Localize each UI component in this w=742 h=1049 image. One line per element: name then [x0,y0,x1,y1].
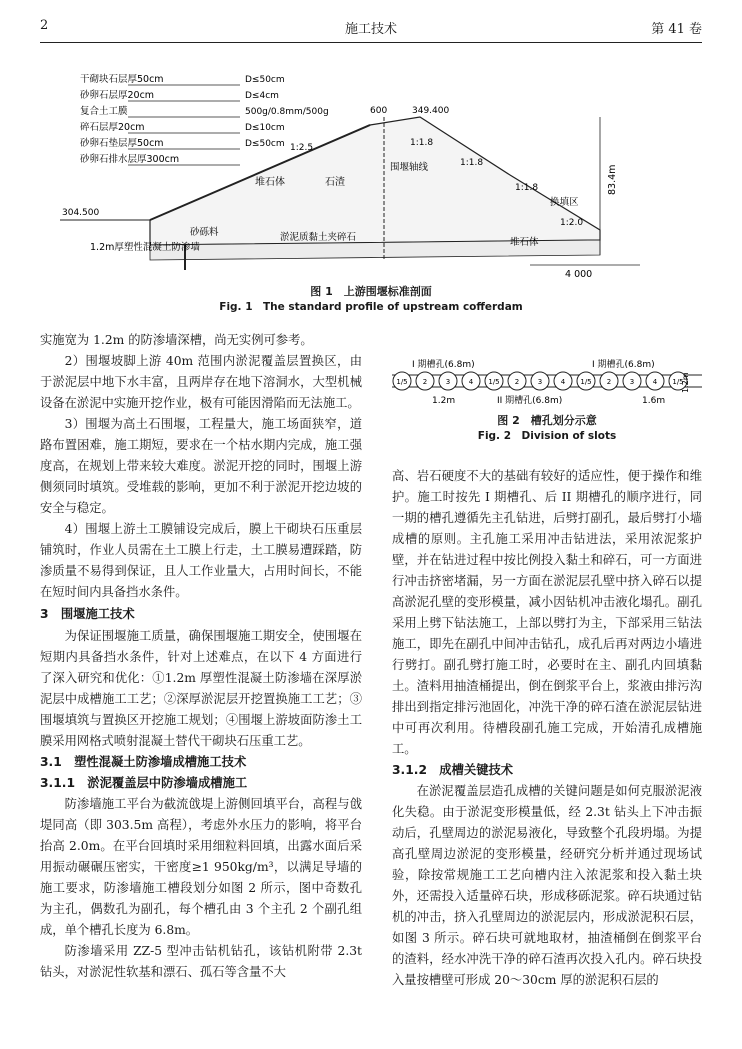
figure-1-caption [40,283,702,314]
paragraph: 在淤泥覆盖层造孔成槽的关键问题是如何克服淤泥液化失稳。由于淤泥变形模量低，经 2.3t 钻头上下冲击振动后，孔壁周边的淤泥易液化，导致整个孔段坍塌。为提高孔壁周边淤泥的变形模量，经研究分析并通过现场试验，除按常规施工工艺向槽内注入浓泥浆和投入黏土块外，还需投入适量碎石块，形成移砾泥浆。碎石块通过钻机的冲击，挤入孔壁周边的淤泥层内，形成淤泥积石层，如图 3 所示。碎石块可就地取材，抽渣桶倒在倒浆平台的渣料，经水冲洗干净的碎石渣再次投入孔内。碎石块投入量按槽壁可形成 20～30cm 厚的淤泥积石层的 [392,784,702,987]
paragraph: 实施宽为 1.2m 的防渗墙深槽，尚无实例可参考。 [40,333,313,347]
dam-body [150,117,600,245]
rockfill-label: 堆石体 [255,177,285,188]
paragraph: 4）围堰上游土工膜铺设完成后，膜上干砌块石压重层铺筑时，作业人员需在土工膜上行走，土工膜易遭踩踏，防渗质量不易得到保证，且人工作业量大，占用时间长，不能在短时间内具备挡水条件。 [40,522,362,599]
replace-label: 换填区 [550,197,579,208]
slope-label: 1:2.0 [560,218,584,228]
right-column [392,466,702,991]
slag-label: 石渣 [325,177,345,188]
paragraph: 3）围堰为高土石围堰，工程量大，施工场面狭窄，道路布置困难，施工期短，要求在一个枯水期内完成，施工强度高，在规划上带来较大难度。淤泥开挖的同时，围堰上游侧须同时填筑。受堆载的影响，更加不利于淤泥开挖边坡的安全与稳定。 [40,417,362,515]
silt-label: 淤泥质黏土夹碎石 [280,232,357,243]
slot-label: I 期槽孔(6.8m) [412,360,475,370]
layer-spec: D≤10cm [245,123,285,133]
height-label: 83.4m [607,164,618,195]
layer-spec: D≤50cm [245,75,285,85]
layer-label: 干砌块石层厚50cm [80,74,164,85]
layer-label: 碎石层厚20cm [80,122,145,133]
paragraph: 为保证围堰施工质量，确保围堰施工期安全，使围堰在短期内具备挡水条件，针对上述难点，在以下 4 方面进行了深入研究和优化：①1.2m 厚塑性混凝土防渗墙在深厚淤泥层中成槽施工工艺；②深厚淤泥层开挖置换施工工艺；③围堰填筑与置换区开挖施工规划；④围堰上游坡面防渗土工膜采用网格式喷射混凝土替代干砌块石压重工艺。 [40,629,362,748]
slope-label: 1:1.8 [460,158,484,168]
figure-1-caption-en: Fig. 1 The standard profile of upstream cofferdam [219,301,523,313]
crest-width: 600 [370,106,388,116]
hole-label: 3 [445,378,451,386]
header-rule [40,42,702,43]
layer-spec: 500g/0.8mm/500g [245,107,329,117]
figure-2-caption-en: Fig. 2 Division of slots [477,430,617,442]
slope-label: 1:1.8 [515,183,539,193]
page-header [40,18,702,40]
subsubsection-heading: 3.1.1 淤泥覆盖层中防渗墙成槽施工 [40,776,248,790]
layer-label: 砂卵石排水层厚300cm [80,154,180,165]
dim-label: 1.2m [681,372,690,393]
page-number: 2 [40,18,49,33]
axis-label: 围堰轴线 [390,162,429,173]
paragraph: 防渗墙采用 ZZ-5 型冲击钻机钻孔，该钻机附带 2.3t 钻头，对淤泥性软基和漂石、孤石等含量不大 [40,944,362,979]
slot-label: II 期槽孔(6.8m) [497,396,563,406]
subsection-heading: 3.1 塑性混凝土防渗墙成槽施工技术 [40,755,247,769]
hole-label: 1/5 [580,378,592,386]
hole-label: 2 [422,378,428,386]
left-column [40,330,362,983]
gravel-label: 砂砾料 [190,227,219,238]
slot-label: I 期槽孔(6.8m) [592,360,655,370]
figure-1-caption-zh: 图 1 上游围堰标准剖面 [310,285,432,298]
crest-elevation: 349.400 [412,106,450,116]
hole-label: 4 [468,378,474,386]
hole-label: 4 [560,378,566,386]
paragraph: 高、岩石硬度不大的基础有较好的适应性，便于操作和维护。施工时按先 I 期槽孔、后 II 期槽孔的顺序进行，同一期的槽孔遵循先主孔钻进，后劈打副孔，最后劈打小墙成槽的原则。主孔施工采用冲击钻进法，采用浓泥浆护壁，并在钻进过程中按比例投入黏土和碎石，可一方面进行冲击挤密堵漏，另一方面在淤泥层孔壁中挤入碎石以提高淤泥孔壁的变形模量，减小因钻机冲击液化塌孔。副孔采用上劈下钻法施工，上部以劈打为主，下部采用三钻法施工，即先在副孔中间冲击钻孔，成孔后再对两边小墙进行劈打。副孔劈打施工时，必要时在主、副孔内回填黏土。渣料用抽渣桶提出，倒在倒浆平台上，浆液由排污沟排出到指定排污池固化，冲洗干净的碎石渣在淤泥层钻进中可再次利用。待槽段副孔施工完成，开始清孔成槽施工。 [392,469,702,756]
hole-label: 3 [537,378,543,386]
volume-label: 第 41 卷 [651,22,702,37]
journal-title: 施工技术 [344,22,397,37]
layer-spec: D≤4cm [245,91,279,101]
hole-label: 1/5 [672,378,684,386]
hole-label: 1/5 [488,378,500,386]
dim-label: 1.2m [432,396,456,406]
hole-label: 3 [629,378,635,386]
section-heading: 3 围堰施工技术 [40,607,135,621]
figure-2-caption-zh: 图 2 槽孔划分示意 [497,414,597,427]
base-elevation: 304.500 [62,208,100,218]
figure-1-profile [40,55,702,280]
hole-label: 2 [514,378,520,386]
figure-2-caption [392,412,702,443]
dim-label: 1.6m [642,396,666,406]
slope-label: 1:1.8 [410,138,434,148]
layer-spec: D≤50cm [245,139,285,149]
width-label: 4 000 [565,269,593,280]
slope-label: 1:2.5 [290,143,314,153]
layer-label: 砂卵石层厚20cm [80,90,155,101]
rockfill2-label: 堆石体 [510,237,539,248]
paragraph: 2）围堰坡脚上游 40m 范围内淤泥覆盖层置换区，由于淤泥层中地下水丰富，且两岸存在地下溶洞水，大型机械设备在淤泥中实施开挖作业，极有可能因滑陷而无法施工。 [40,354,362,410]
wall-label: 1.2m厚塑性混凝土防渗墙 [90,242,200,253]
layer-label: 复合土工膜 [80,106,128,117]
hole-label: 4 [652,378,658,386]
hole-label: 2 [606,378,612,386]
paragraph: 防渗墙施工平台为截流戗堤上游侧回填平台，高程与戗堤同高（即 303.5m 高程），考虑外水压力的影响，将平台抬高 2.0m。在平台回填时采用细粒料回填，出露水面后采用振动碾碾压密实，干密度≥1 950kg/m³，以满足导墙的施工要求，防渗墙施工槽段划分如图 2 所示，图中奇数孔为主孔，偶数孔为副孔，每个槽孔由 3 个主孔 2 个副孔组成，单个槽孔长度为 6.8m。 [40,797,362,937]
layer-label: 砂卵石垫层厚50cm [80,138,164,149]
hole-label: 1/5 [396,378,408,386]
subsubsection-heading: 3.1.2 成槽关键技术 [392,763,514,777]
